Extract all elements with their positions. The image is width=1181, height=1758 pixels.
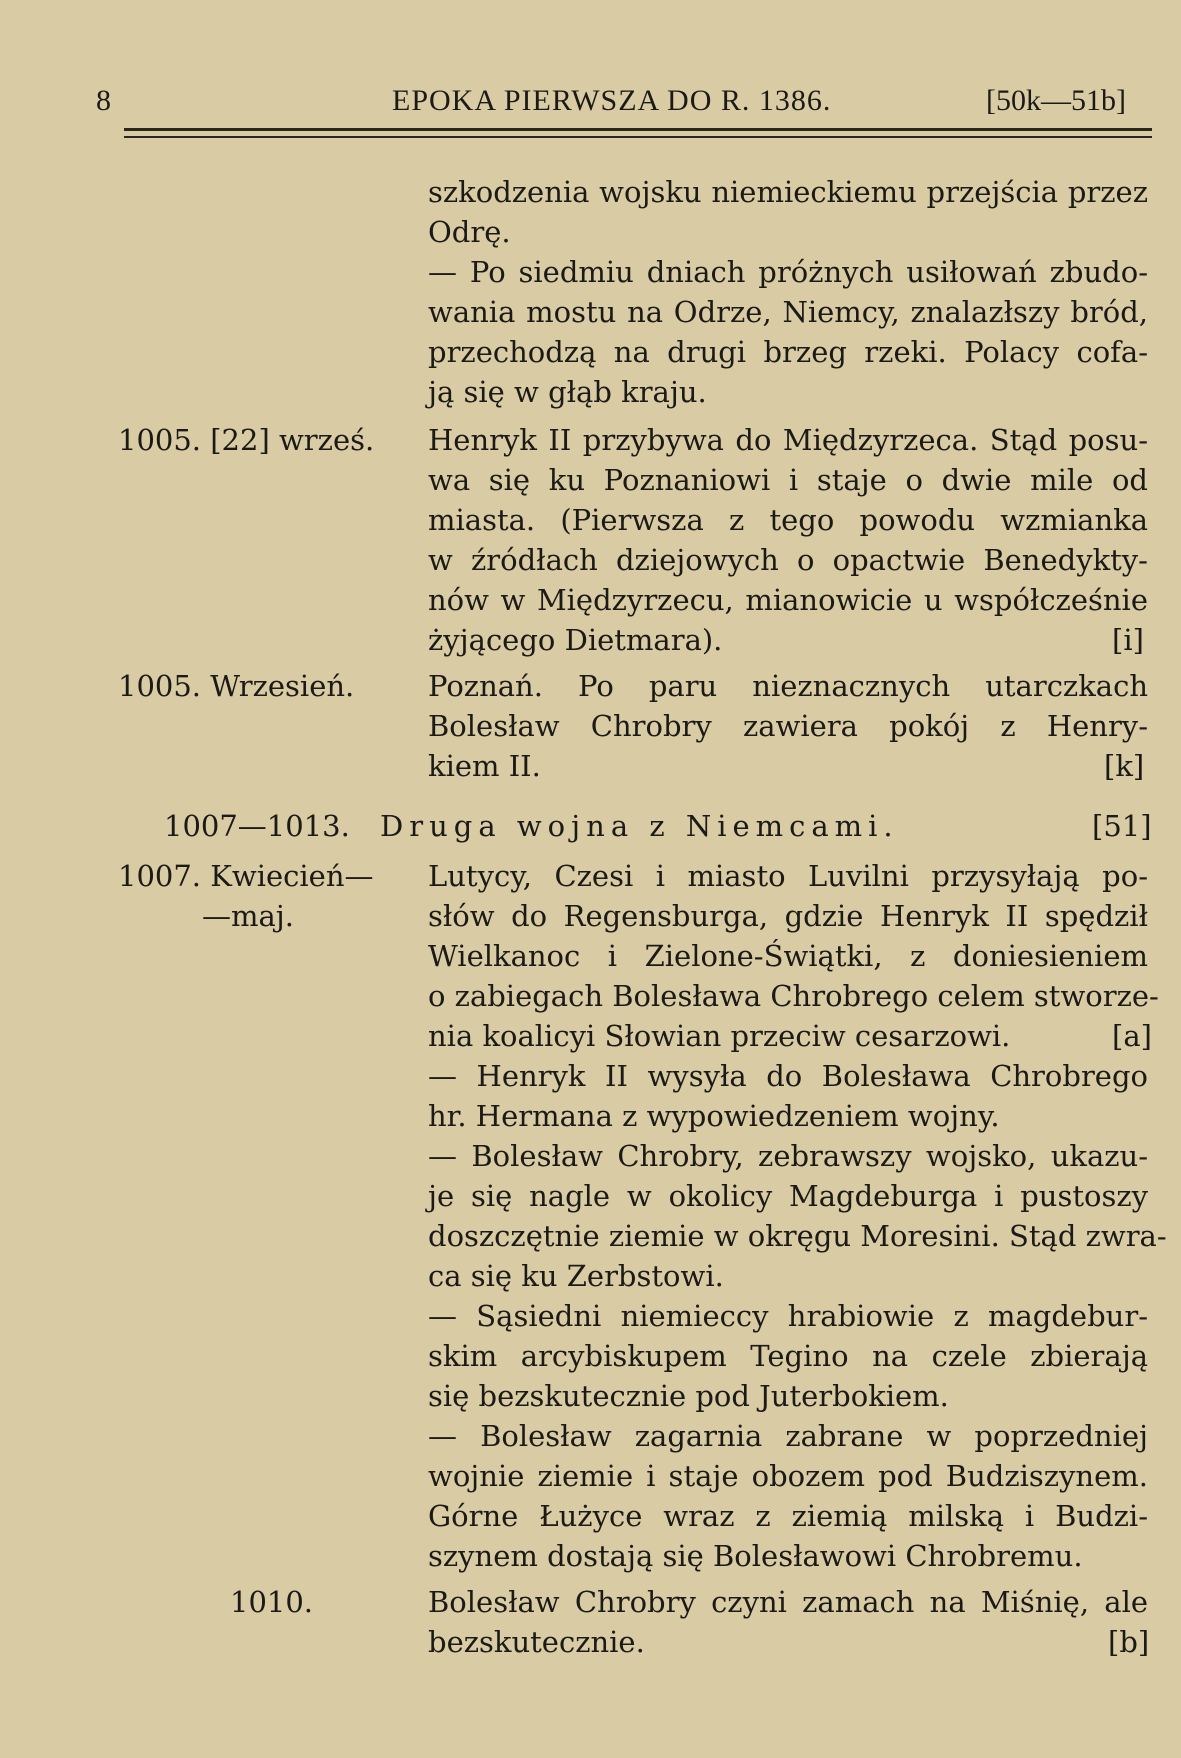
running-title: EPOKA PIERWSZA DO R. 1386. xyxy=(392,84,832,117)
text-line: się bezskutecznie pod Juterbokiem. xyxy=(428,1379,949,1413)
text-line: Wielkanoc i Zielone-Świątki, z doniesieniem xyxy=(428,939,1148,973)
text-line: je się nagle w okolicy Magdeburga i pustoszy xyxy=(428,1179,1148,1213)
text-line: nia koalicyi Słowian przeciw cesarzowi. xyxy=(428,1019,1011,1053)
text-line: szkodzenia wojsku niemieckiemu przejścia przez xyxy=(428,175,1148,209)
text-line: wa się ku Poznaniowi i staje o dwie mile od xyxy=(428,463,1148,497)
entry-date: 1007. Kwiecień— xyxy=(118,859,374,893)
source-tag: [k] xyxy=(1104,749,1145,783)
page-number: 8 xyxy=(96,84,111,117)
entry-date: 1007—1013. xyxy=(164,809,350,843)
text-line: Bolesław Chrobry zawiera pokój z Henry- xyxy=(428,709,1148,743)
text-line: ca się ku Zerbstowi. xyxy=(428,1259,724,1293)
page-reference: [50k—51b] xyxy=(986,84,1126,117)
text-line: Odrę. xyxy=(428,215,511,249)
text-line: — Sąsiedni niemieccy hrabiowie z magdebur- xyxy=(428,1299,1148,1333)
text-line: wojnie ziemie i staje obozem pod Budziszynem. xyxy=(428,1459,1148,1493)
text-line: o zabiegach Bolesława Chrobrego celem stworze- xyxy=(428,979,1159,1013)
text-line: słów do Regensburga, gdzie Henryk II spędził xyxy=(428,899,1148,933)
text-line: kiem II. xyxy=(428,749,541,783)
text-line: Górne Łużyce wraz z ziemią milską i Budzi- xyxy=(428,1499,1148,1533)
source-tag: [51] xyxy=(1092,809,1152,843)
section-heading: Druga wojna z Niemcami. xyxy=(380,809,899,843)
running-header xyxy=(0,84,1181,124)
text-line: przechodzą na drugi brzeg rzeki. Polacy cofa- xyxy=(428,335,1148,369)
header-rule-thin xyxy=(124,136,1152,138)
source-tag: [a] xyxy=(1112,1019,1152,1053)
text-line: doszczętnie ziemie w okręgu Moresini. Stąd zwra- xyxy=(428,1219,1167,1253)
source-tag: [i] xyxy=(1112,623,1144,657)
text-line: — Po siedmiu dniach próżnych usiłowań zbudo- xyxy=(428,255,1148,289)
text-line: Henryk II przybywa do Międzyrzeca. Stąd posu- xyxy=(428,423,1148,457)
text-line: — Bolesław Chrobry, zebrawszy wojsko, ukazu- xyxy=(428,1139,1148,1173)
text-line: nów w Międzyrzecu, mianowicie u współcześnie xyxy=(428,583,1148,617)
entry-date: —maj. xyxy=(202,899,294,933)
text-line: — Bolesław zagarnia zabrane w poprzedniej xyxy=(428,1419,1148,1453)
text-line: Lutycy, Czesi i miasto Luvilni przysyłają po- xyxy=(428,859,1148,893)
text-line: ją się w głąb kraju. xyxy=(428,375,707,409)
text-line: wania mostu na Odrze, Niemcy, znalazłszy bród, xyxy=(428,295,1148,329)
text-line: skim arcybiskupem Tegino na czele zbierają xyxy=(428,1339,1148,1373)
source-tag: [b] xyxy=(1108,1625,1150,1659)
text-line: szynem dostają się Bolesławowi Chrobremu. xyxy=(428,1539,1083,1573)
entry-date: 1005. Wrzesień. xyxy=(118,669,355,703)
text-line: Poznań. Po paru nieznacznych utarczkach xyxy=(428,669,1148,703)
header-rule xyxy=(124,128,1152,131)
text-line: w źródłach dziejowych o opactwie Benedykty- xyxy=(428,543,1148,577)
text-line: miasta. (Pierwsza z tego powodu wzmianka xyxy=(428,503,1148,537)
entry-date: 1010. xyxy=(230,1585,314,1619)
entry-date: 1005. [22] wrześ. xyxy=(118,423,375,457)
text-line: — Henryk II wysyła do Bolesława Chrobrego xyxy=(428,1059,1148,1093)
text-line: Bolesław Chrobry czyni zamach na Miśnię, ale xyxy=(428,1585,1148,1619)
text-line: żyjącego Dietmara). xyxy=(428,623,723,657)
text-line: hr. Hermana z wypowiedzeniem wojny. xyxy=(428,1099,1000,1133)
text-line: bezskutecznie. xyxy=(428,1625,645,1659)
